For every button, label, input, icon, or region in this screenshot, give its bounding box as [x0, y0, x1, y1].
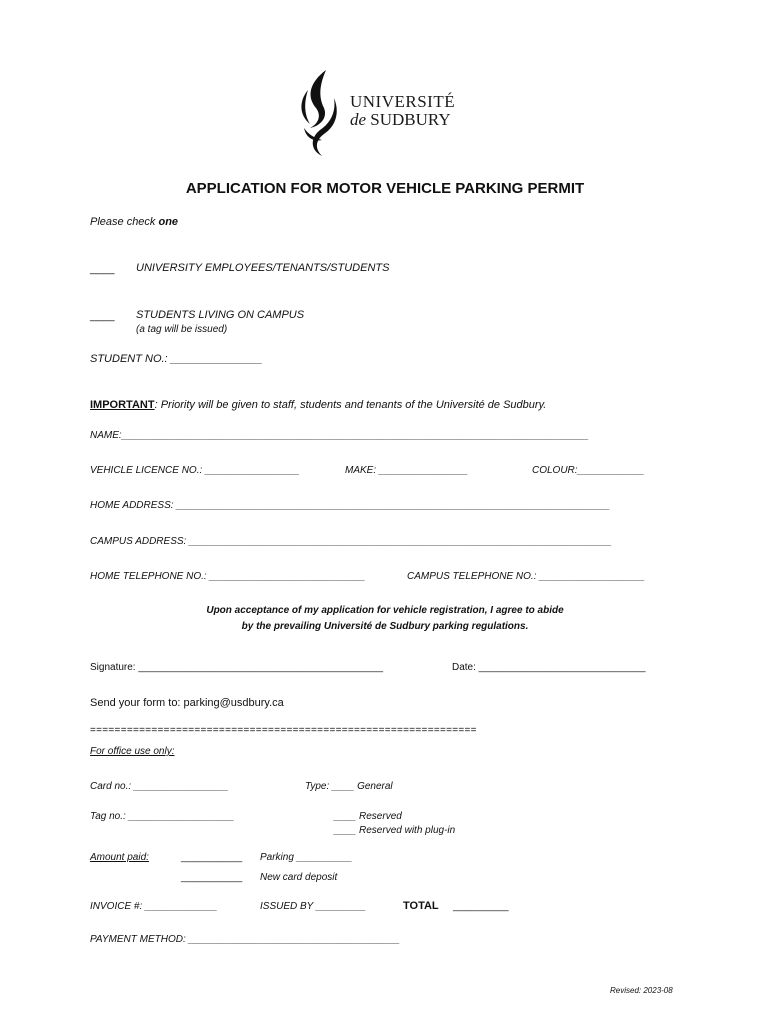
amount-paid-label: Amount paid: — [90, 852, 149, 863]
name-field[interactable]: NAME:____________________________________________________________________________________ — [90, 430, 589, 441]
option-blank-campus[interactable]: ____ — [90, 310, 115, 322]
campus-telephone-field[interactable]: CAMPUS TELEPHONE NO.: ___________________ — [407, 571, 645, 582]
agreement-line-2: by the prevailing Université de Sudbury parking regulations. — [241, 621, 529, 632]
option-campus-label: STUDENTS LIVING ON CAMPUS — [136, 309, 305, 321]
new-card-deposit-label: New card deposit — [260, 872, 338, 883]
agreement-line-1: Upon acceptance of my application for vehicle registration, I agree to abide — [206, 605, 564, 616]
type-general-field[interactable]: Type: ____ General — [305, 781, 393, 792]
check-instruction: Please check one — [90, 216, 179, 228]
licence-field[interactable]: VEHICLE LICENCE NO.: _________________ — [90, 465, 300, 476]
total-blank[interactable]: __________ — [453, 901, 509, 912]
issued-by-field[interactable]: ISSUED BY _________ — [260, 901, 367, 912]
logo-text-sudbury: de SUDBURY — [350, 110, 451, 129]
separator-line: =============================================================== — [90, 725, 477, 736]
home-telephone-field[interactable]: HOME TELEPHONE NO.: ____________________________ — [90, 571, 366, 582]
tag-no-field[interactable]: Tag no.: ___________________ — [90, 811, 235, 822]
total-label: TOTAL — [403, 900, 439, 912]
card-no-field[interactable]: Card no.: _________________ — [90, 781, 229, 792]
amount-deposit-blank[interactable]: ___________ — [181, 872, 243, 883]
make-field[interactable]: MAKE: ________________ — [345, 465, 468, 476]
signature-field[interactable]: Signature: ____________________________________________ — [90, 662, 384, 673]
campus-note: (a tag will be issued) — [136, 324, 228, 335]
reserved-field[interactable]: ____ Reserved — [334, 811, 402, 822]
option-blank-employees[interactable]: ____ — [90, 263, 115, 275]
send-instruction: Send your form to: parking@usdbury.ca — [90, 697, 284, 709]
reserved-plugin-field[interactable]: ____ Reserved with plug-in — [334, 825, 456, 836]
option-employees-label: UNIVERSITY EMPLOYEES/TENANTS/STUDENTS — [136, 262, 390, 274]
logo-text-universite: UNIVERSITÉ — [350, 92, 456, 111]
home-address-field[interactable]: HOME ADDRESS: ______________________________________________________________________________ — [90, 500, 611, 511]
page-title: APPLICATION FOR MOTOR VEHICLE PARKING PERMIT — [185, 180, 585, 197]
amount-parking-blank[interactable]: ___________ — [181, 852, 243, 863]
invoice-field[interactable]: INVOICE #: _____________ — [90, 901, 218, 912]
colour-field[interactable]: COLOUR:____________ — [532, 465, 645, 476]
flame-logo-icon — [296, 68, 348, 158]
university-logo — [296, 68, 466, 158]
campus-address-field[interactable]: CAMPUS ADDRESS: ____________________________________________________________________________ — [90, 536, 612, 547]
student-no-field[interactable]: STUDENT NO.: _______________ — [90, 353, 263, 365]
payment-method-field[interactable]: PAYMENT METHOD: ______________________________________ — [90, 934, 400, 945]
revised-date: Revised: 2023-08 — [610, 986, 673, 995]
office-use-heading: For office use only: — [90, 746, 175, 757]
parking-field[interactable]: Parking __________ — [260, 852, 353, 863]
important-notice: IMPORTANT: Priority will be given to staff, students and tenants of the Université de Sudbury. — [90, 399, 547, 411]
date-field[interactable]: Date: ______________________________ — [452, 662, 646, 673]
